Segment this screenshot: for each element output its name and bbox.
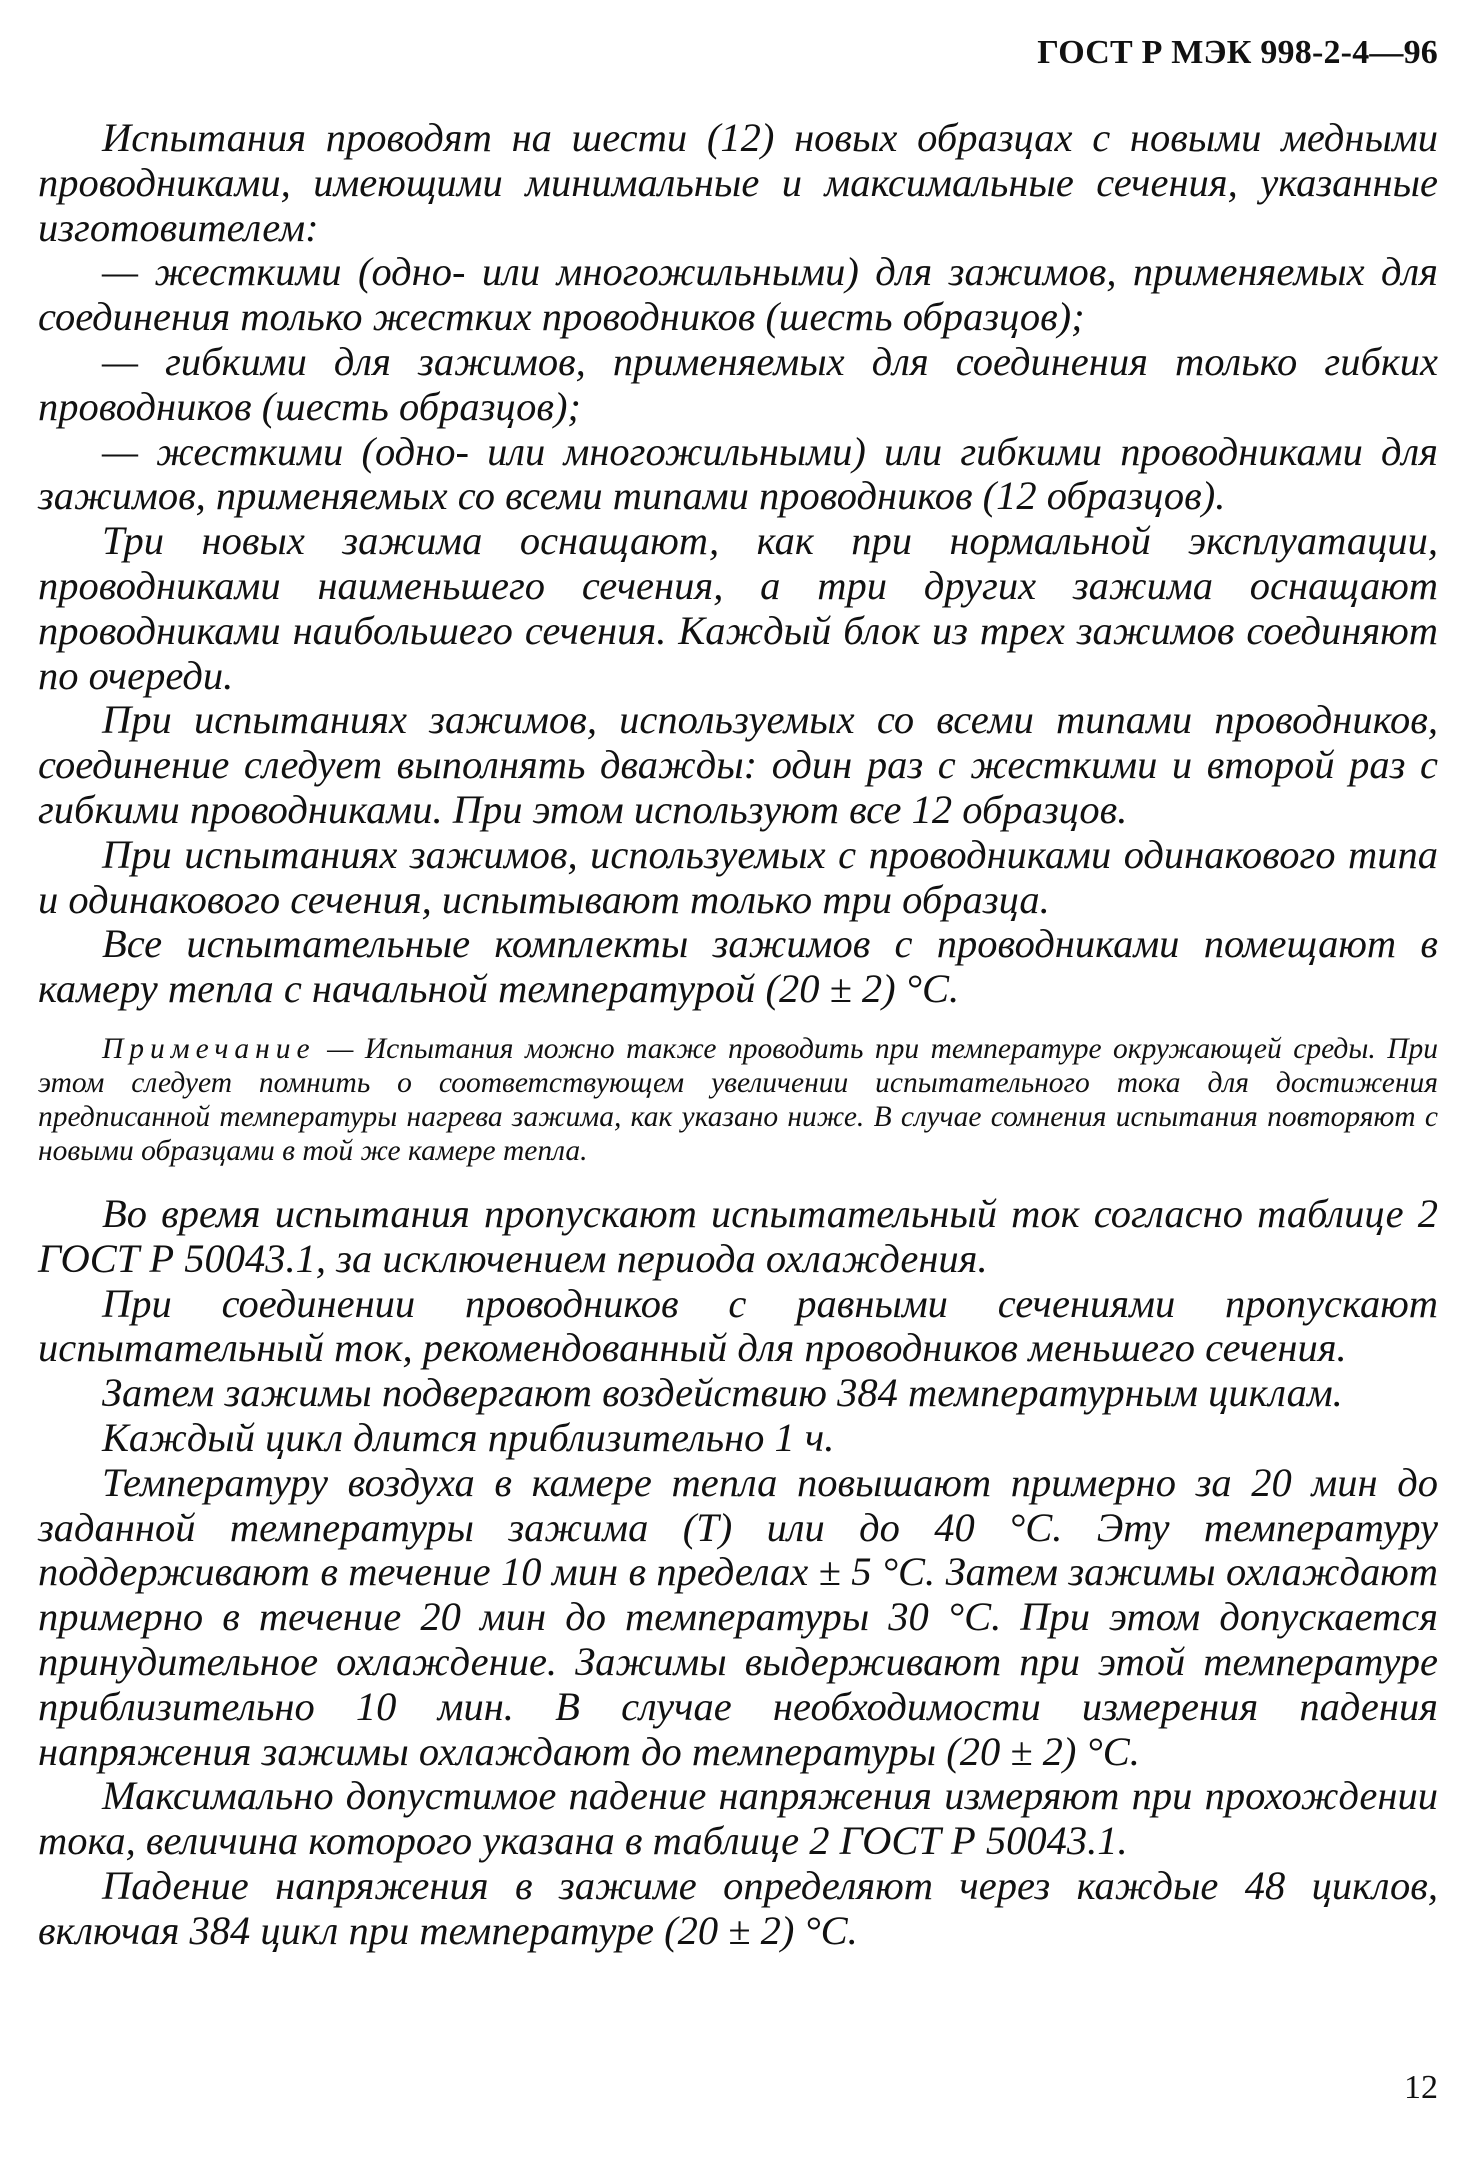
paragraph: Все испытательные комплекты зажимов с проводниками помещают в камеру тепла с начальной температурой (20 ± 2) °C. (38, 921, 1438, 1012)
list-item: — жесткими (одно- или многожильными) для зажимов, применяемых для соединения только жестких проводников (шесть образцов); (38, 249, 1438, 340)
note-text: — Испытания можно также проводить при температуре окружающей среды. При этом следует помнить о соответствующем увеличении испытательного тока для достижения предписанной температуры нагрева зажима, как указано ниже. В случае сомнения испытания повторяют с новыми образцами в той же камере тепла. (38, 1032, 1438, 1167)
note-label: Примечание (102, 1032, 316, 1065)
paragraph: При испытаниях зажимов, используемых со всеми типами проводников, соединение следует выполнять дважды: один раз с жесткими и второй раз с гибкими проводниками. При этом используют все 12 образцов. (38, 697, 1438, 832)
paragraph: Испытания проводят на шести (12) новых образцах с новыми медными проводниками, имеющими минимальные и максимальные сечения, указанные изготовителем: (38, 115, 1438, 250)
paragraph: При испытаниях зажимов, используемых с проводниками одинакового типа и одинакового сечения, испытывают только три образца. (38, 831, 1438, 922)
document-body (38, 116, 1438, 1953)
paragraph: Три новых зажима оснащают, как при нормальной эксплуатации, проводниками наименьшего сечения, а три других зажима оснащают проводниками наибольшего сечения. Каждый блок из трех зажимов соединяют по очереди. (38, 518, 1438, 698)
list-item: — жесткими (одно- или многожильными) или гибкими проводниками для зажимов, применяемых со всеми типами проводников (12 образцов). (38, 428, 1438, 519)
paragraph: Максимально допустимое падение напряжения измеряют при прохождении тока, величина которого указана в таблице 2 ГОСТ Р 50043.1. (38, 1773, 1438, 1864)
paragraph: Каждый цикл длится приблизительно 1 ч. (102, 1414, 835, 1460)
paragraph: При соединении проводников с равными сечениями пропускают испытательный ток, рекомендованный для проводников меньшего сечения. (38, 1280, 1438, 1371)
list-item: — гибкими для зажимов, применяемых для соединения только гибких проводников (шесть образцов); (38, 338, 1438, 429)
standard-header: ГОСТ Р МЭК 998-2-4—96 (1037, 34, 1438, 71)
paragraph: Падение напряжения в зажиме определяют через каждые 48 циклов, включая 384 цикл при температуре (20 ± 2) °C. (38, 1862, 1438, 1953)
note-block (38, 1032, 1438, 1168)
page-number: 12 (1404, 2069, 1438, 2106)
paragraph: Во время испытания пропускают испытательный ток согласно таблице 2 ГОСТ Р 50043.1, за исключением периода охлаждения. (38, 1190, 1438, 1281)
paragraph: Температуру воздуха в камере тепла повышают примерно за 20 мин до заданной температуры зажима (Т) или до 40 °С. Эту температуру поддерживают в течение 10 мин в пределах ± 5 °С. Затем зажимы охлаждают примерно в течение 20 мин до температуры 30 °С. При этом допускается принудительное охлаждение. Зажимы выдерживают при этой температуре приблизительно 10 мин. В случае необходимости измерения падения напряжения зажимы охлаждают до температуры (20 ± 2) °C. (38, 1459, 1438, 1774)
paragraph: Затем зажимы подвергают воздействию 384 температурным циклам. (102, 1370, 1343, 1416)
document-page (38, 0, 1438, 2171)
